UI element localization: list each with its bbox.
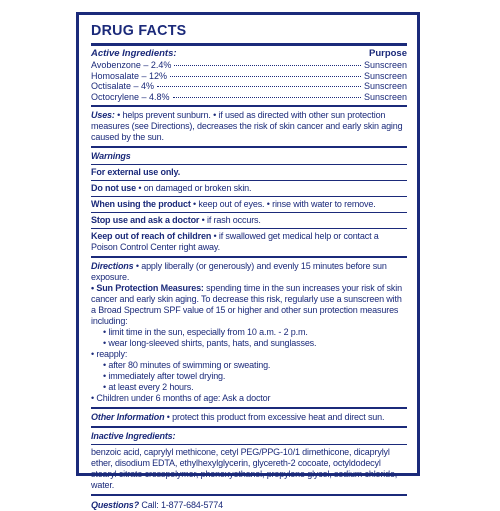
divider: [91, 180, 407, 181]
ingredient-list: [91, 60, 407, 102]
directions-bullet: • limit time in the sun, especially from 10 a.m. - 2 p.m.: [103, 327, 308, 338]
ingredient-name: Octocrylene – 4.8%: [91, 91, 170, 102]
ingredient-name: Avobenzone – 2.4%: [91, 60, 172, 70]
ingredient-purpose: Sunscreen: [363, 81, 407, 92]
warnings-heading: Warnings: [91, 151, 131, 162]
ingredient-purpose: Sunscreen: [363, 70, 407, 81]
sun-protection-paragraph: [91, 283, 407, 327]
when-using-line: [91, 199, 407, 210]
ingredient-name: Octisalate – 4%: [91, 81, 155, 92]
active-ingredients-heading: Active Ingredients:: [91, 48, 177, 59]
panel-title: DRUG FACTS: [91, 22, 187, 39]
keep-out-of-reach-text: • if swallowed get medical help or contact a Poison Control Center right away.: [91, 231, 379, 253]
questions-heading: Questions?: [91, 500, 140, 511]
uses-text: • helps prevent sunburn. • if used as directed with other sun protection measures (see Directions), decreases the risk of skin cancer and early skin aging caused by the sun.: [91, 110, 403, 143]
divider: [91, 494, 407, 496]
other-information-heading: Other Information: [91, 412, 165, 423]
inactive-ingredients-text: benzoic acid, caprylyl methicone, cetyl PEG/PPG-10/1 dimethicone, dicaprylyl ether, disodium EDTA, ethylhexylglycerin, glycereth-2 cocoate, octyldodecyl stearyl citrate crosspolymer, phenoxyethanol, propylene glycol, sodium chloride, water.: [91, 447, 398, 491]
divider: [91, 146, 407, 148]
directions-heading: Directions: [91, 261, 134, 272]
stop-use-label: Stop use and ask a doctor: [91, 215, 200, 226]
ingredient-row: [91, 60, 407, 71]
ingredient-row: [91, 81, 407, 92]
divider: [91, 444, 407, 445]
questions-phone: Call: 1-877-684-5774: [139, 500, 223, 511]
ingredient-row: [91, 71, 407, 82]
purpose-heading: Purpose: [368, 48, 407, 59]
divider: [91, 407, 407, 409]
active-ingredients-header: [91, 48, 407, 60]
reapply-bullet: • after 80 minutes of swimming or sweating.: [103, 360, 271, 371]
questions-section: [91, 500, 407, 511]
reapply-label: • reapply:: [91, 349, 128, 360]
do-not-use-text: • on damaged or broken skin.: [136, 183, 252, 194]
drug-facts-panel: [76, 12, 420, 511]
reapply-bullet: • immediately after towel drying.: [103, 371, 226, 382]
divider: [91, 105, 407, 107]
divider: [91, 228, 407, 229]
children-line: • Children under 6 months of age: Ask a doctor: [91, 393, 271, 404]
ingredient-purpose: Sunscreen: [363, 60, 407, 70]
divider: [91, 256, 407, 258]
directions-bullet: • wear long-sleeved shirts, pants, hats, and sunglasses.: [103, 338, 317, 349]
uses-heading: Uses:: [91, 110, 115, 121]
when-using-text: • keep out of eyes. • rinse with water to remove.: [190, 199, 376, 210]
divider: [91, 196, 407, 197]
directions-section: [91, 261, 407, 404]
directions-intro: [91, 261, 407, 283]
do-not-use-label: Do not use: [91, 183, 136, 194]
sun-protection-text: spending time in the sun increases your risk of skin cancer and early skin aging. To decrease this risk, regularly use a sunscreen with a Broad Spectrum SPF value of 15 or higher and other sun protection measures including:: [91, 283, 402, 327]
other-information-section: [91, 412, 407, 423]
other-information-text: • protect this product from excessive heat and direct sun.: [164, 412, 385, 423]
ingredient-row: [91, 92, 407, 103]
ingredient-purpose: Sunscreen: [363, 91, 407, 102]
ingredient-name: Homosalate – 12%: [91, 70, 168, 81]
reapply-bullet: • at least every 2 hours.: [103, 382, 194, 393]
stop-use-text: • if rash occurs.: [199, 215, 261, 226]
divider: [91, 164, 407, 165]
when-using-label: When using the product: [91, 199, 191, 210]
divider: [91, 43, 407, 46]
sun-protection-label: • Sun Protection Measures:: [91, 283, 204, 294]
uses-section: [91, 110, 407, 143]
directions-intro-text: • apply liberally (or generously) and evenly 15 minutes before sun exposure.: [91, 261, 387, 283]
inactive-ingredients-heading: Inactive Ingredients:: [91, 431, 176, 442]
divider: [91, 426, 407, 428]
divider: [91, 212, 407, 213]
external-use-line: For external use only.: [91, 167, 181, 178]
do-not-use-line: [91, 183, 407, 194]
keep-out-of-reach-label: Keep out of reach of children: [91, 231, 212, 242]
stop-use-line: [91, 215, 407, 226]
keep-out-of-reach-line: [91, 231, 407, 253]
